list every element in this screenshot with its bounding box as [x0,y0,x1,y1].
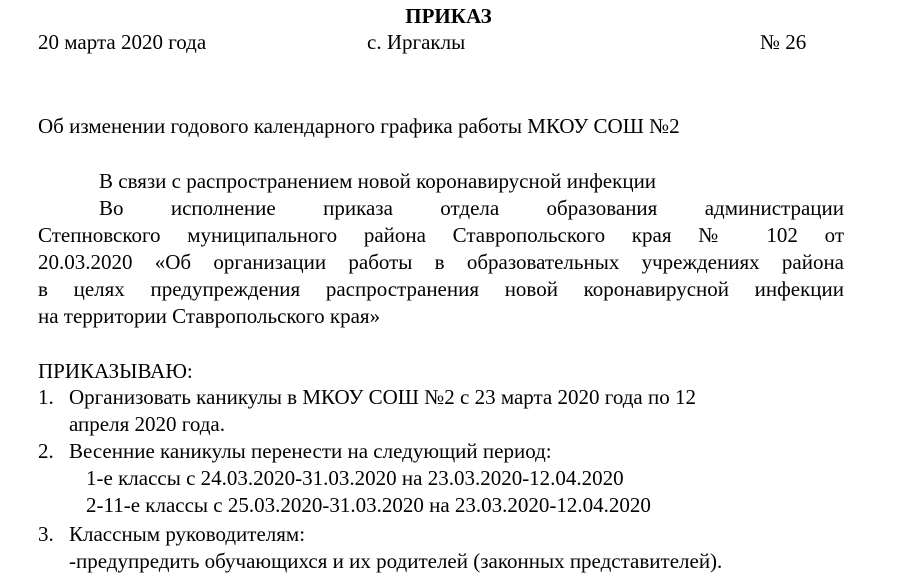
list-item-number: 2. [38,439,54,463]
list-item-number: 3. [38,522,54,546]
document-number: № 26 [760,30,807,54]
document-title: ПРИКАЗ [405,4,492,28]
preamble-paragraph-line: в целях предупреждения распространения новой коронавирусной инфекции [38,277,844,301]
document-subject: Об изменении годового календарного графика работы МКОУ СОШ №2 [38,114,680,138]
list-item-line: Организовать каникулы в МКОУ СОШ №2 с 23 марта 2020 года по 12 [69,385,696,409]
preamble-paragraph-line: Степновского муниципального района Ставропольского края № 102 от [38,223,844,247]
list-item-line: 1-е классы с 24.03.2020-31.03.2020 на 23.03.2020-12.04.2020 [86,466,624,490]
list-item-line: Весенние каникулы перенести на следующий период: [69,439,552,463]
document-place: с. Иргаклы [367,30,466,54]
preamble-paragraph-line: 20.03.2020 «Об организации работы в образовательных учреждениях района [38,250,844,274]
list-item-number: 1. [38,385,54,409]
list-item-line: Классным руководителям: [69,522,306,546]
order-word: ПРИКАЗЫВАЮ: [38,359,193,383]
list-item-line: -предупредить обучающихся и их родителей (законных представителей). [69,549,723,573]
list-item-line: апреля 2020 года. [69,412,225,436]
preamble-line-1: В связи с распространением новой коронавирусной инфекции [99,169,657,193]
preamble-paragraph-line: Во исполнение приказа отдела образования администрации [99,196,844,220]
list-item-line: 2-11-е классы с 25.03.2020-31.03.2020 на 23.03.2020-12.04.2020 [86,493,651,517]
preamble-paragraph-line: на территории Ставропольского края» [38,304,381,328]
document-date: 20 марта 2020 года [38,30,207,54]
